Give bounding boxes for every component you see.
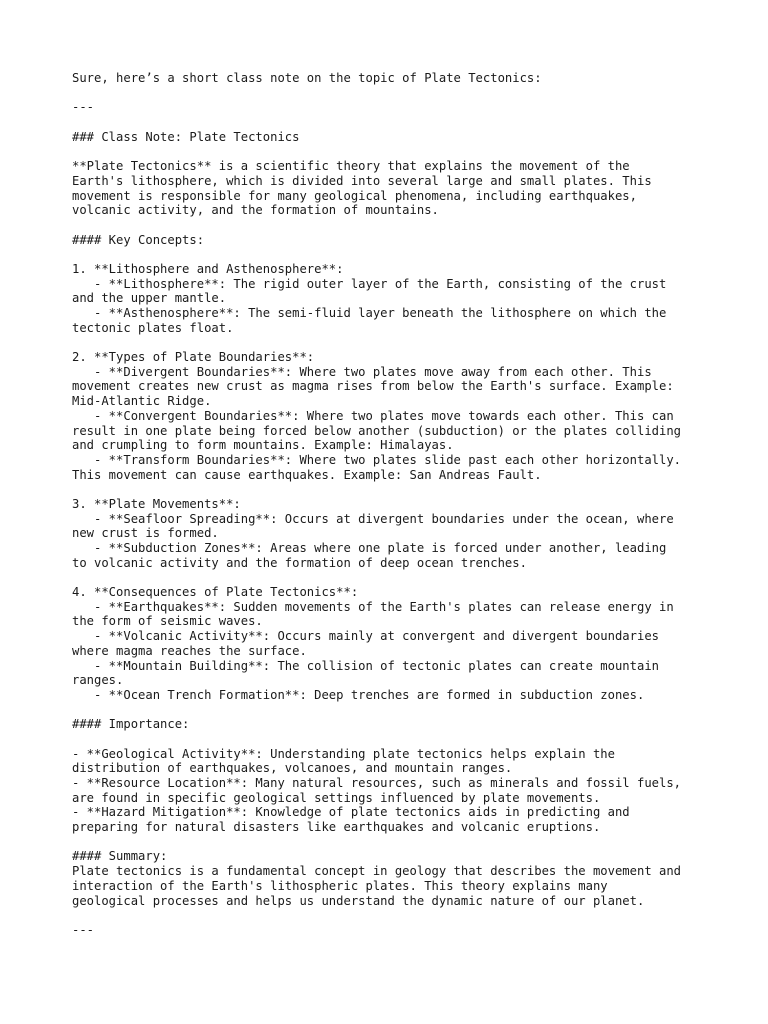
text-line: 2. **Types of Plate Boundaries**: xyxy=(72,350,315,365)
blank-line xyxy=(72,218,712,233)
blank-line xyxy=(72,908,712,923)
blank-line xyxy=(72,835,712,850)
text-line: - **Lithosphere**: The rigid outer layer of the Earth, consisting of the crust xyxy=(72,276,667,291)
text-line: --- xyxy=(72,922,95,937)
text-line: volcanic activity, and the formation of mountains. xyxy=(72,203,439,218)
text-line: - **Asthenosphere**: The semi-fluid layer beneath the lithosphere on which the xyxy=(72,306,667,320)
text-line: tectonic plates float. xyxy=(72,320,234,335)
text-line: to volcanic activity and the formation of deep ocean trenches. xyxy=(72,555,527,570)
text-line: distribution of earthquakes, volcanoes, and mountain ranges. xyxy=(72,761,513,776)
text-line: #### Summary: xyxy=(72,849,168,864)
text-line: This movement can cause earthquakes. Example: San Andreas Fault. xyxy=(72,467,542,482)
blank-line xyxy=(72,86,712,101)
text-line: 4. **Consequences of Plate Tectonics**: xyxy=(72,585,359,600)
document-page xyxy=(72,71,712,938)
text-line: where magma reaches the surface. xyxy=(72,643,307,658)
text-line: - **Seafloor Spreading**: Occurs at divergent boundaries under the ocean, where xyxy=(72,511,674,526)
text-line: - **Earthquakes**: Sudden movements of the Earth's plates can release energy in xyxy=(72,599,674,614)
text-line: Mid-Atlantic Ridge. xyxy=(72,394,212,409)
text-line: result in one plate being forced below another (subduction) or the plates colliding xyxy=(72,423,682,438)
text-line: the form of seismic waves. xyxy=(72,614,263,629)
text-line: - **Hazard Mitigation**: Knowledge of plate tectonics aids in predicting and xyxy=(72,805,630,820)
text-line: and the upper mantle. xyxy=(72,291,227,306)
text-line: interaction of the Earth's lithospheric plates. This theory explains many xyxy=(72,878,608,893)
text-line: - **Divergent Boundaries**: Where two plates move away from each other. This xyxy=(72,364,652,379)
text-line: --- xyxy=(72,100,95,115)
text-line: new crust is formed. xyxy=(72,526,219,541)
blank-line xyxy=(72,732,712,747)
text-line: Sure, here’s a short class note on the topic of Plate Tectonics: xyxy=(72,71,542,85)
text-line: are found in specific geological settings influenced by plate movements. xyxy=(72,790,601,805)
text-line: Plate tectonics is a fundamental concept in geology that describes the movement and xyxy=(72,864,682,879)
text-line: #### Key Concepts: xyxy=(72,232,205,247)
text-line: - **Geological Activity**: Understanding plate tectonics helps explain the xyxy=(72,746,615,761)
text-line: **Plate Tectonics** is a scientific theory that explains the movement of the xyxy=(72,159,630,174)
blank-line xyxy=(72,335,712,350)
text-line: ### Class Note: Plate Tectonics xyxy=(72,129,300,144)
text-line: geological processes and helps us understand the dynamic nature of our planet. xyxy=(72,893,645,908)
blank-line xyxy=(72,115,712,130)
text-line: 3. **Plate Movements**: xyxy=(72,496,241,511)
text-line: - **Resource Location**: Many natural resources, such as minerals and fossil fuels, xyxy=(72,776,682,790)
text-line: movement creates new crust as magma rises from below the Earth's surface. Example: xyxy=(72,379,674,394)
text-line: - **Mountain Building**: The collision of tectonic plates can create mountain xyxy=(72,658,659,673)
blank-line xyxy=(72,482,712,497)
text-line: preparing for natural disasters like earthquakes and volcanic eruptions. xyxy=(72,820,601,835)
text-line: and crumpling to form mountains. Example: Himalayas. xyxy=(72,438,454,453)
text-line: movement is responsible for many geological phenomena, including earthquakes, xyxy=(72,188,637,203)
text-line: - **Ocean Trench Formation**: Deep trenches are formed in subduction zones. xyxy=(72,687,645,702)
text-line: - **Volcanic Activity**: Occurs mainly at convergent and divergent boundaries xyxy=(72,629,659,644)
text-line: 1. **Lithosphere and Asthenosphere**: xyxy=(72,261,344,276)
text-line: ranges. xyxy=(72,673,124,688)
text-line: Earth's lithosphere, which is divided into several large and small plates. This xyxy=(72,173,652,188)
text-line: - **Subduction Zones**: Areas where one plate is forced under another, leading xyxy=(72,541,667,555)
blank-line xyxy=(72,144,712,159)
text-line: - **Convergent Boundaries**: Where two plates move towards each other. This can xyxy=(72,408,674,423)
blank-line xyxy=(72,570,712,585)
blank-line xyxy=(72,247,712,262)
text-line: - **Transform Boundaries**: Where two plates slide past each other horizontally. xyxy=(72,452,682,467)
blank-line xyxy=(72,703,712,718)
text-line: #### Importance: xyxy=(72,717,190,732)
